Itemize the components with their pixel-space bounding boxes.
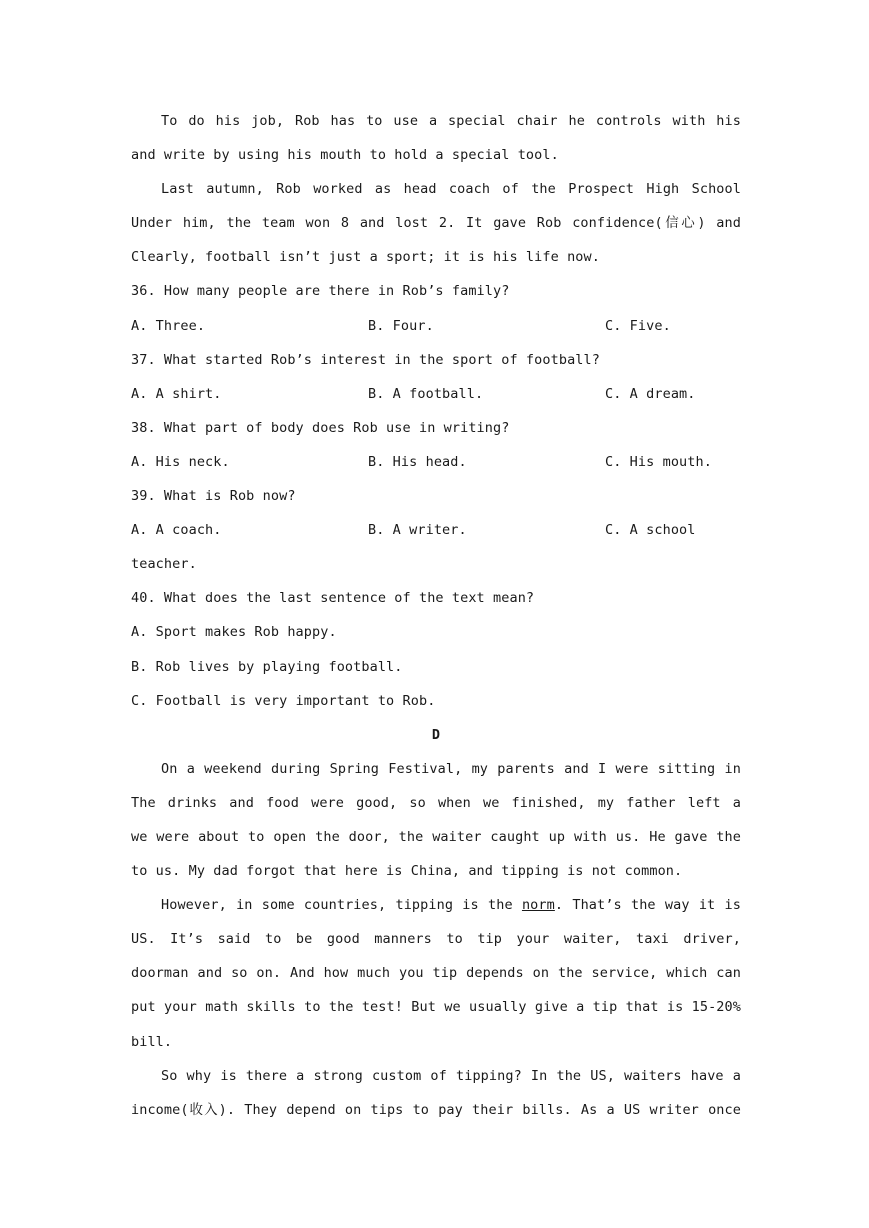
paragraph-line: to us. My dad forgot that here is China, and tipping is not common. xyxy=(131,863,683,880)
paragraph-line: and write by using his mouth to hold a special tool. xyxy=(131,147,559,164)
paragraph-line: we were about to open the door, the waiter caught up with us. He gave the xyxy=(131,828,741,845)
option-c: C. A dream. xyxy=(605,385,696,402)
option-c: C. His mouth. xyxy=(605,453,712,470)
option-a: A. Sport makes Rob happy. xyxy=(131,624,337,641)
paragraph-line: On a weekend during Spring Festival, my parents and I were sitting in xyxy=(161,760,741,777)
option-b: B. His head. xyxy=(368,453,467,470)
paragraph-line: Clearly, football isn’t just a sport; it is his life now. xyxy=(131,249,600,266)
underlined-word: norm xyxy=(521,897,555,914)
paragraph-line: So why is there a strong custom of tipping? In the US, waiters have a xyxy=(161,1067,741,1084)
paragraph-line: doorman and so on. And how much you tip depends on the service, which can xyxy=(131,965,741,982)
option-c: C. A school xyxy=(605,522,696,539)
options-row xyxy=(131,309,741,343)
paragraph-line: The drinks and food were good, so when we finished, my father left a xyxy=(131,794,741,811)
option-b: B. A football. xyxy=(368,385,484,402)
section-heading: D xyxy=(431,726,441,743)
option-c: C. Football is very important to Rob. xyxy=(131,692,436,709)
paragraph-line: put your math skills to the test! But we usually give a tip that is 15-20% xyxy=(131,999,741,1016)
question-40: 40. What does the last sentence of the text mean? xyxy=(131,590,535,607)
option-a: A. A shirt. xyxy=(131,385,222,402)
paragraph-line xyxy=(131,888,741,922)
options-row xyxy=(131,445,741,479)
option-a: A. His neck. xyxy=(131,453,230,470)
option-b: B. Rob lives by playing football. xyxy=(131,658,403,675)
paragraph-line: US. It’s said to be good manners to tip your waiter, taxi driver, xyxy=(131,931,741,948)
options-row xyxy=(131,377,741,411)
paragraph-line: Under him, the team won 8 and lost 2. It gave Rob confidence(信心) and xyxy=(131,215,741,232)
question-36: 36. How many people are there in Rob’s family? xyxy=(131,283,510,300)
paragraph-line: income(收入). They depend on tips to pay their bills. As a US writer once xyxy=(131,1101,741,1118)
text-run: However, in some countries, tipping is the xyxy=(161,897,513,914)
paragraph-line: To do his job, Rob has to use a special chair he controls with his xyxy=(161,113,741,129)
question-37: 37. What started Rob’s interest in the sport of football? xyxy=(131,351,600,368)
options-row xyxy=(131,513,741,547)
question-39: 39. What is Rob now? xyxy=(131,488,296,505)
text-run: . That’s the way it is xyxy=(554,897,741,914)
document-page xyxy=(131,104,741,1127)
option-b: B. A writer. xyxy=(368,522,467,539)
option-b: B. Four. xyxy=(368,317,434,334)
option-c-continuation: teacher. xyxy=(131,556,197,573)
option-a: A. A coach. xyxy=(131,522,222,539)
paragraph-line: bill. xyxy=(131,1033,173,1050)
option-a: A. Three. xyxy=(131,317,206,334)
option-c: C. Five. xyxy=(605,317,671,334)
question-38: 38. What part of body does Rob use in writing? xyxy=(131,419,510,436)
paragraph-line: Last autumn, Rob worked as head coach of the Prospect High School xyxy=(161,181,741,198)
